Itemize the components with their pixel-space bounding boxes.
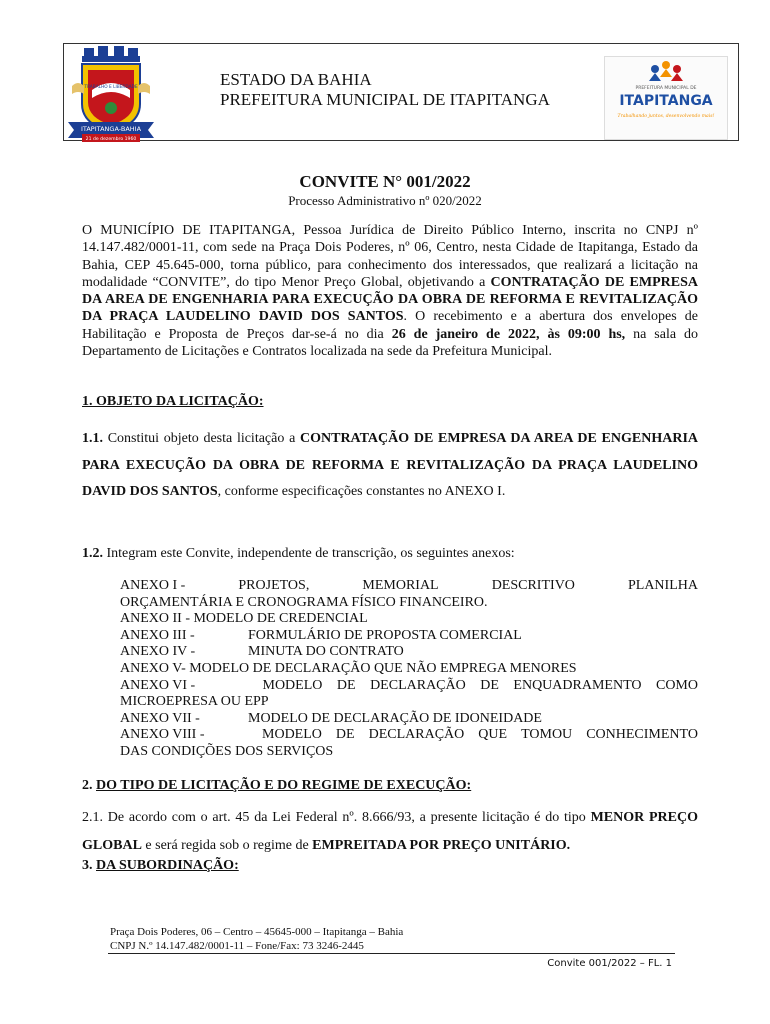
annex-1-row: [120, 578, 698, 595]
annex-6-word: DE: [336, 677, 356, 693]
annex-6-word: ANEXO VI -: [120, 677, 196, 693]
annex-6-word: MODELO: [262, 677, 323, 693]
clause-2-1-text-2: e será regida sob o regime de: [141, 838, 313, 853]
itapitanga-logo: [604, 56, 728, 140]
annex-8-row: [120, 727, 698, 744]
footer-line-1: Praça Dois Poderes, 06 – Centro – 45645-000 – Itapitanga – Bahia: [110, 926, 404, 938]
municipal-crest-seal: [68, 46, 154, 142]
header-text: [220, 70, 550, 110]
prefecture-name: PREFEITURA MUNICIPAL DE ITAPITANGA: [220, 90, 550, 109]
annex-1-word: PROJETOS,: [238, 578, 310, 593]
section-1-heading: [82, 394, 264, 410]
section-1-heading-text: 1. OBJETO DA LICITAÇÃO:: [82, 394, 264, 409]
annex-1-word: DESCRITIVO: [491, 578, 575, 593]
logo-name-text: ITAPITANGA: [619, 93, 713, 109]
section-2-number: 2.: [82, 778, 96, 793]
clause-1-1: [82, 426, 698, 506]
page-number: Convite 001/2022 – FL. 1: [547, 958, 672, 969]
annex-8-word: QUE: [478, 727, 508, 743]
state-name: ESTADO DA BAHIA: [220, 70, 372, 89]
annex-1-continuation: ORÇAMENTÁRIA E CRONOGRAMA FÍSICO FINANCEIRO.: [120, 594, 488, 610]
annex-6-word: DECLARAÇÃO: [370, 677, 466, 693]
clause-1-2-text: Integram este Convite, independente de transcrição, os seguintes anexos:: [103, 546, 515, 561]
intro-text-3: na sala do Departamento de Licitações e Contratos localizada na sede da Prefeitura Municipal.: [82, 326, 698, 360]
crest-motto-text: TRABALHO E LIBERDADE: [84, 85, 138, 90]
annex-4-text: MINUTA DO CONTRATO: [248, 644, 404, 660]
annex-7: [120, 711, 698, 728]
annex-8-continuation: DAS CONDIÇÕES DOS SERVIÇOS: [120, 743, 334, 759]
clause-1-1-text-b: , conforme especificações constantes no ANEXO I.: [217, 484, 506, 499]
annex-6-word: ENQUADRAMENTO: [513, 677, 642, 693]
intro-text-2: . O recebimento e a abertura dos envelopes de Habilitação e Proposta de Preços dar-se-á no dia: [82, 309, 698, 342]
section-3-heading: [82, 858, 239, 874]
logo-slogan-text: Trabalhando juntos, desenvolvendo mais!: [617, 114, 715, 119]
annex-6-word: COMO: [655, 677, 698, 693]
crest-date-text: 21 de dezembro 1960: [85, 137, 137, 142]
logo-figures-icon: [605, 57, 727, 139]
intro-paragraph: [82, 222, 698, 360]
process-number: Processo Administrativo nº 020/2022: [288, 193, 482, 208]
annex-7-label: ANEXO VII -: [120, 710, 200, 726]
section-2-heading: [82, 778, 471, 794]
annex-3-label: ANEXO III -: [120, 627, 195, 643]
annex-list: [120, 578, 698, 761]
footer-address: [110, 925, 403, 953]
clause-1-2: [82, 546, 698, 562]
intro-date-bold: 26 de janeiro de 2022, às 09:00 hs,: [391, 326, 626, 342]
clause-2-1: [82, 804, 698, 860]
annex-8-word: ANEXO VIII -: [120, 727, 205, 743]
annex-8-word: DE: [335, 727, 355, 743]
intro-object-bold: CONTRATAÇÃO DE EMPRESA DA AREA DE ENGENHARIA PARA EXECUÇÃO DA OBRA DE REFORMA E REVITALIZAÇÃO DA PRAÇA LAUDELINO DAVID DOS SANTOS: [82, 274, 698, 325]
annex-4: [120, 644, 698, 661]
annex-6-row: [120, 678, 698, 695]
annex-5: ANEXO V- MODELO DE DECLARAÇÃO QUE NÃO EMPREGA MENORES: [120, 660, 577, 676]
clause-2-1-text-1: 2.1. De acordo com o art. 45 da Lei Federal nº. 8.666/93, a presente licitação é do tipo: [82, 810, 591, 825]
annex-8-word: MODELO: [262, 727, 322, 743]
annex-3-text: FORMULÁRIO DE PROPOSTA COMERCIAL: [248, 627, 522, 643]
section-3-number: 3.: [82, 858, 96, 873]
footer-line-2: CNPJ N.º 14.147.482/0001-11 – Fone/Fax: 73 3246-2445: [110, 940, 364, 952]
clause-1-2-number: 1.2.: [82, 546, 103, 561]
annex-6-continuation: MICROEPRESA OU EPP: [120, 694, 269, 710]
annex-8-word: DECLARAÇÃO: [368, 727, 465, 743]
clause-1-1-bold: CONTRATAÇÃO DE EMPRESA DA AREA DE ENGENHARIA PARA EXECUÇÃO DA OBRA DE REFORMA E REVITALIZAÇÃO DA PRAÇA LAUDELINO DAVID DOS SANTOS: [82, 431, 699, 499]
document-title: CONVITE N° 001/2022: [299, 172, 471, 191]
annex-1-word: MEMORIAL: [362, 578, 439, 593]
annex-1-word: ANEXO I -: [120, 578, 186, 593]
annex-1-word: PLANILHA: [627, 578, 698, 593]
annex-3: [120, 628, 698, 645]
clause-2-1-bold-1: MENOR PREÇO GLOBAL: [82, 810, 698, 853]
clause-1-1-number: 1.1.: [82, 431, 103, 446]
clause-1-1-text-a: Constitui objeto desta licitação a: [103, 431, 300, 446]
clause-2-1-bold-2: EMPREITADA POR PREÇO UNITÁRIO.: [312, 838, 571, 853]
annex-8-word: TOMOU: [521, 727, 573, 743]
logo-small-text: PREFEITURA MUNICIPAL DE: [635, 86, 697, 91]
annex-6-word: DE: [480, 677, 499, 693]
annex-7-text: MODELO DE DECLARAÇÃO DE IDONEIDADE: [248, 710, 542, 726]
section-3-heading-text: DA SUBORDINAÇÃO:: [96, 858, 239, 873]
intro-text-1: O MUNICÍPIO DE ITAPITANGA, Pessoa Jurídica de Direito Público Interno, inscrita no CNPJ nº 14.147.482/0001-11, com sede na Praça Dois Poderes, nº 06, Centro, nesta Cidade de Itapitanga, Estado da Bahia, CEP 45.645-000, torna público, para conhecimento dos interessados, que realizará a licitação na modalidade “CONVITE”, do tipo Menor Preço Global, objetivando a: [82, 223, 698, 290]
crest-ribbon-text: ITAPITANGA-BAHIA: [80, 125, 142, 133]
footer-divider: [108, 953, 675, 954]
section-2-heading-text: DO TIPO DE LICITAÇÃO E DO REGIME DE EXECUÇÃO:: [96, 778, 472, 793]
annex-2: ANEXO II - MODELO DE CREDENCIAL: [120, 611, 368, 627]
annex-4-label: ANEXO IV -: [120, 644, 196, 660]
annex-8-word: CONHECIMENTO: [586, 727, 698, 743]
